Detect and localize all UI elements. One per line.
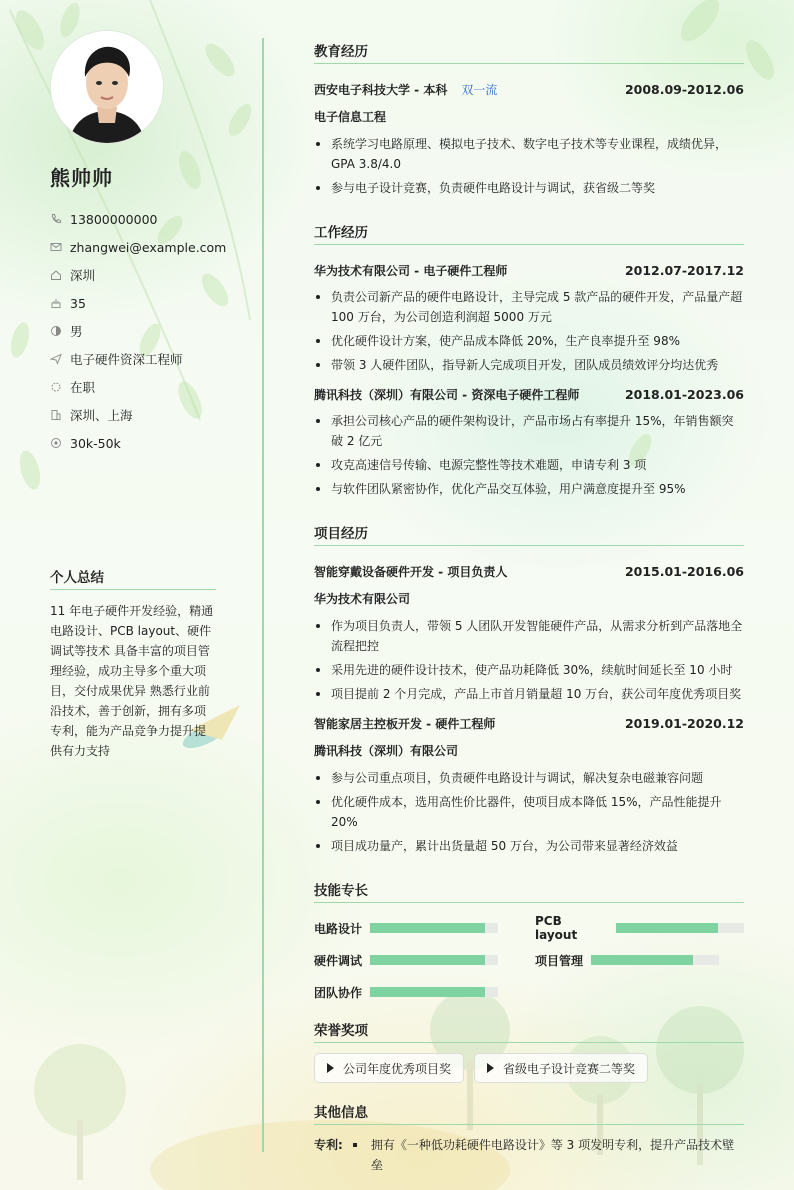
list-item: 系统学习电路原理、模拟电子技术、数字电子技术等专业课程，成绩优异，GPA 3.8/4.0 <box>314 134 744 174</box>
skill-fill <box>370 923 485 933</box>
info-location-text: 深圳、上海 <box>70 408 133 423</box>
summary-title: 个人总结 <box>50 566 216 590</box>
info-age <box>50 289 216 317</box>
info-salary-text: 30k-50k <box>70 435 121 451</box>
cake-icon <box>50 297 62 309</box>
salary-icon <box>50 437 62 449</box>
person-name: 熊帅帅 <box>50 166 113 190</box>
other-label: 专利: <box>314 1138 343 1152</box>
info-status-text: 在职 <box>70 380 96 395</box>
project-name-1: 智能穿戴设备硬件开发 - 项目负责人 <box>314 564 508 579</box>
honors-list <box>314 1053 744 1083</box>
work-bullets-2 <box>314 411 744 499</box>
info-status <box>50 373 216 401</box>
list-item: 攻克高速信号传输、电源完整性等技术难题，申请专利 3 项 <box>314 455 744 475</box>
info-city-text: 深圳 <box>70 268 96 283</box>
skill-fill <box>616 923 718 933</box>
skill-item <box>314 918 498 938</box>
education-date: 2008.09-2012.06 <box>624 81 744 97</box>
info-position-text: 电子硬件资深工程师 <box>70 352 183 367</box>
project-bullets-1 <box>314 616 744 704</box>
send-icon <box>50 353 62 365</box>
main-content <box>314 40 744 1175</box>
list-item: 参与公司重点项目，负责硬件电路设计与调试，解决复杂电磁兼容问题 <box>314 768 744 788</box>
skill-fill <box>370 955 485 965</box>
info-city <box>50 261 216 289</box>
person-icon <box>51 31 163 143</box>
sidebar <box>50 30 227 457</box>
skill-bar <box>370 955 498 965</box>
phone-icon <box>50 213 62 225</box>
mail-icon <box>50 241 62 253</box>
list-item: 承担公司核心产品的硬件架构设计，产品市场占有率提升 15%，年销售额突破 2 亿元 <box>314 411 744 451</box>
honor-item <box>474 1053 648 1083</box>
project-head-2 <box>314 714 744 732</box>
gender-icon <box>50 325 62 337</box>
other-text: 拥有《一种低功耗硬件电路设计》等 3 项发明专利，提升产品技术壁垒 <box>370 1138 735 1172</box>
project-bullets-2 <box>314 768 744 856</box>
project-company-1: 华为技术有限公司 <box>314 592 411 606</box>
column-divider <box>262 38 264 1152</box>
info-gender-text: 男 <box>70 324 83 339</box>
work-date-2: 2018.01-2023.06 <box>624 386 744 402</box>
projects-title: 项目经历 <box>314 522 744 546</box>
education-major: 电子信息工程 <box>314 110 387 124</box>
contact-info-list <box>50 205 227 457</box>
list-item: 带领 3 人硬件团队，指导新人完成项目开发，团队成员绩效评分均达优秀 <box>314 355 744 375</box>
project-head-1 <box>314 562 744 580</box>
avatar <box>50 30 164 144</box>
education-head <box>314 80 744 98</box>
work-head-2 <box>314 385 744 403</box>
education-school: 西安电子科技大学 - 本科 <box>314 82 448 97</box>
skill-fill <box>370 987 485 997</box>
info-email <box>50 233 227 261</box>
skill-bar <box>370 923 498 933</box>
work-title: 工作经历 <box>314 221 744 245</box>
bullet-square-icon <box>353 1143 357 1147</box>
education-tag: 双一流 <box>461 82 498 97</box>
skill-bar <box>591 955 719 965</box>
skill-bar <box>370 987 498 997</box>
work-company-2: 腾讯科技（深圳）有限公司 - 资深电子硬件工程师 <box>314 387 580 402</box>
skill-name: 电路设计 <box>314 921 363 936</box>
project-company-2: 腾讯科技（深圳）有限公司 <box>314 744 459 758</box>
skill-name: 硬件调试 <box>314 953 363 968</box>
info-phone-text: 13800000000 <box>70 211 158 227</box>
list-item: 参与电子设计竞赛，负责硬件电路设计与调试，获省级二等奖 <box>314 178 744 198</box>
skill-item <box>314 982 498 1002</box>
info-salary <box>50 429 216 457</box>
skills-title: 技能专长 <box>314 879 744 903</box>
work-company-1: 华为技术有限公司 - 电子硬件工程师 <box>314 263 508 278</box>
honor-label: 公司年度优秀项目奖 <box>343 1061 452 1076</box>
honor-item <box>314 1053 464 1083</box>
skills-grid <box>314 913 744 1009</box>
list-item: 作为项目负责人，带领 5 人团队开发智能硬件产品，从需求分析到产品落地全流程把控 <box>314 616 744 656</box>
list-item: 优化硬件成本，选用高性价比器件，使项目成本降低 15%，产品性能提升 20% <box>314 792 744 832</box>
list-item: 优化硬件设计方案，使产品成本降低 20%，生产良率提升至 98% <box>314 331 744 351</box>
building-icon <box>50 409 62 421</box>
education-school-wrap <box>314 81 497 98</box>
other-row <box>314 1135 744 1175</box>
honors-title: 荣誉奖项 <box>314 1019 744 1043</box>
education-bullets <box>314 134 744 198</box>
skill-name: 团队协作 <box>314 985 363 1000</box>
other-title: 其他信息 <box>314 1101 744 1125</box>
list-item: 项目成功量产，累计出货量超 50 万台，为公司带来显著经济效益 <box>314 836 744 856</box>
skill-bar <box>616 923 744 933</box>
info-email-text: zhangwei@example.com <box>70 239 227 255</box>
skill-name: 项目管理 <box>535 953 584 968</box>
list-item: 项目提前 2 个月完成，产品上市首月销量超 10 万台，获公司年度优秀项目奖 <box>314 684 744 704</box>
list-item: 负责公司新产品的硬件电路设计，主导完成 5 款产品的硬件开发，产品量产超 100 万台，为公司创造利润超 5000 万元 <box>314 287 744 327</box>
status-icon <box>50 381 62 393</box>
skill-item <box>535 950 719 970</box>
info-gender <box>50 317 216 345</box>
skill-fill <box>591 955 693 965</box>
project-date-2: 2019.01-2020.12 <box>624 715 744 731</box>
play-icon <box>327 1063 334 1073</box>
work-bullets-1 <box>314 287 744 375</box>
education-title: 教育经历 <box>314 40 744 64</box>
skill-item <box>314 950 498 970</box>
list-item: 采用先进的硬件设计技术，使产品功耗降低 30%，续航时间延长至 10 小时 <box>314 660 744 680</box>
work-date-1: 2012.07-2017.12 <box>624 262 744 278</box>
play-icon <box>487 1063 494 1073</box>
project-date-1: 2015.01-2016.06 <box>624 563 744 579</box>
project-name-2: 智能家居主控板开发 - 硬件工程师 <box>314 716 496 731</box>
info-position <box>50 345 216 373</box>
honor-label: 省级电子设计竞赛二等奖 <box>503 1061 636 1076</box>
skill-name: PCB layout <box>535 914 578 942</box>
work-head-1 <box>314 261 744 279</box>
summary-text: 11 年电子硬件开发经验，精通电路设计、PCB layout、硬件调试等技术 具备丰富的项目管理经验，成功主导多个重大项目，交付成果优异 熟悉行业前沿技术，善于创新，拥有多项专利，能为产品竞争力提升提供有力支持 <box>50 604 214 758</box>
skill-item <box>535 914 744 942</box>
info-location <box>50 401 216 429</box>
info-age-text: 35 <box>70 295 86 311</box>
info-phone <box>50 205 216 233</box>
home-icon <box>50 269 62 281</box>
list-item: 与软件团队紧密协作，优化产品交互体验，用户满意度提升至 95% <box>314 479 744 499</box>
